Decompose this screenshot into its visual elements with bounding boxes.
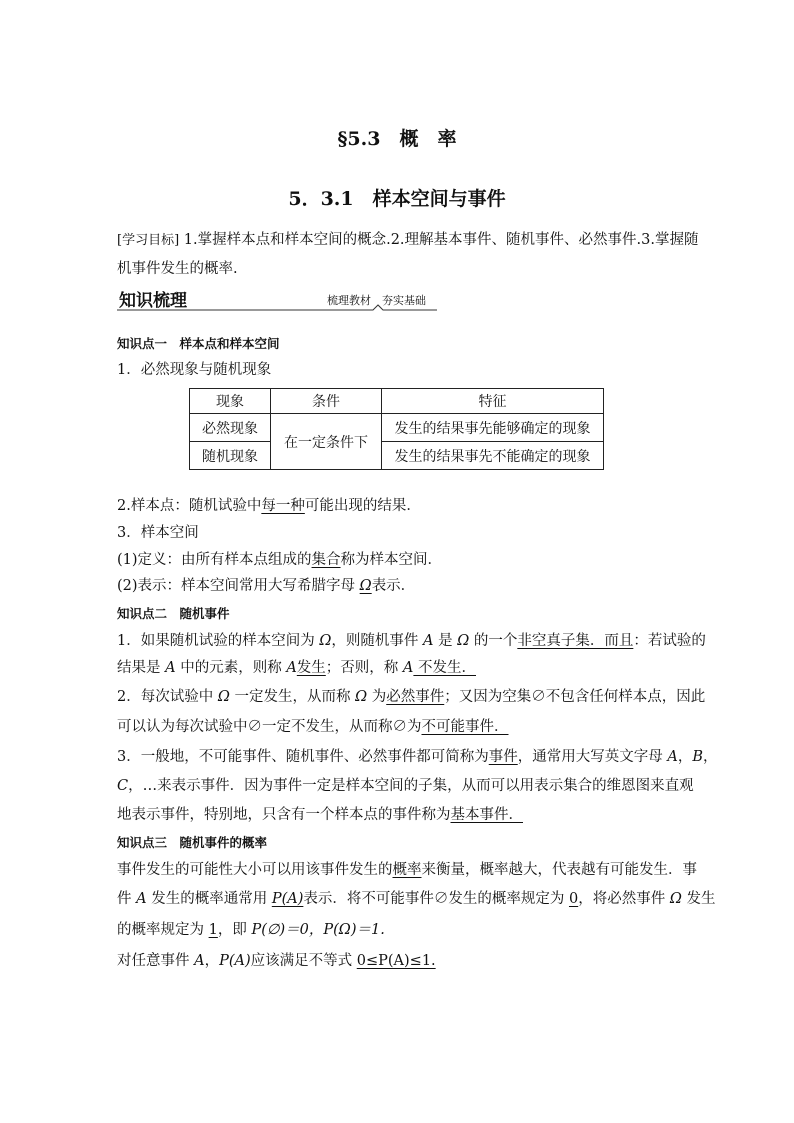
answer-blank: 1 [208, 922, 218, 938]
math-symbol: A [165, 660, 176, 676]
math-symbol: C [117, 778, 129, 794]
text-span: 对任意事件 [117, 953, 195, 969]
text-span: 结果是 [117, 660, 166, 676]
text-span: ， [677, 749, 693, 765]
text-span: 是 [433, 633, 458, 649]
table-header-feature: 特征 [382, 389, 604, 414]
text-span: 称为样本空间． [340, 552, 443, 568]
kp2-para-1-line-2 [117, 658, 677, 678]
text-span: ：若试验的 [633, 633, 706, 649]
kp2-para-2-line-1 [117, 687, 706, 707]
table-header-condition: 条件 [271, 389, 382, 414]
kp1-item-3: 3．样本空间 [117, 525, 199, 541]
subsection-title: 5．3.1 样本空间与事件 [288, 188, 506, 210]
math-symbol: P(A) [219, 953, 251, 969]
math-symbol: A [422, 633, 434, 649]
table-cell-condition: 在一定条件下 [271, 414, 382, 470]
text-span: 发生的概率通常用 [146, 891, 272, 907]
objectives-tag: [学习目标] [117, 233, 180, 248]
math-symbol: Ω [217, 689, 230, 705]
text-span: ；又因为空集∅不包含任何样本点，因此 [444, 689, 706, 705]
kp1-item-1: 1．必然现象与随机现象 [117, 362, 272, 378]
kp2-para-3-line-2 [117, 776, 694, 796]
text-span: (1)定义：由所有样本点组成的 [117, 552, 312, 568]
table-cell-phenomenon: 必然现象 [190, 414, 271, 442]
kp3-line-1 [117, 860, 697, 880]
text-span: 中的元素，则称 [175, 660, 287, 676]
text-span: 可能出现的结果． [304, 498, 421, 514]
banner-underline [117, 286, 437, 312]
math-expression: P(∅)＝0，P(Ω)＝1. [251, 922, 385, 938]
text-span: 2．每次试验中 [117, 689, 218, 705]
answer-blank: 基本事件． [450, 807, 523, 823]
text-span: 2.样本点：随机试验中 [117, 498, 262, 514]
text-span: 表示． [371, 578, 416, 594]
text-span: 地表示事件，特别地，只含有一个样本点的事件称为 [117, 807, 451, 823]
kp2-para-3-line-1 [117, 747, 718, 767]
text-span: 1．如果随机试验的样本空间为 [117, 633, 320, 649]
kp1-heading: 知识点一 样本点和样本空间 [117, 336, 280, 351]
math-symbol: Ω [355, 689, 368, 705]
text-span: 件 [117, 891, 137, 907]
answer-blank: 每一种 [261, 498, 305, 514]
kp3-line-2 [117, 889, 716, 909]
kp2-para-1-line-1 [117, 631, 706, 651]
kp1-item-2 [117, 496, 677, 516]
text-span: 表示．将不可能事件∅发生的概率规定为 [303, 891, 569, 907]
kp1-representation [117, 576, 677, 596]
text-span: 的概率规定为 [117, 922, 209, 938]
kp3-heading: 知识点三 随机事件的概率 [117, 835, 268, 850]
kp2-heading: 知识点二 随机事件 [117, 606, 230, 621]
text-span: ，即 [217, 922, 252, 938]
text-span: ，则随机事件 [331, 633, 423, 649]
text-span: 3．一般地，不可能事件、随机事件、必然事件都可简称为 [117, 749, 489, 765]
answer-blank: 发生 [296, 660, 326, 676]
knowledge-banner [117, 286, 437, 312]
math-symbol: A [194, 953, 205, 969]
text-span: (2)表示：样本空间常用大写希腊字母 [117, 578, 360, 594]
answer-blank: P(A) [271, 891, 304, 907]
text-span: 事件发生的可能性大小可以用该事件发生的 [117, 862, 393, 878]
math-symbol: Ω [319, 633, 332, 649]
kp3-line-4 [117, 951, 677, 971]
answer-blank: 0 [568, 891, 579, 907]
objectives-line-1 [117, 230, 699, 251]
table-cell-feature: 发生的结果事先能够确定的现象 [382, 414, 604, 442]
table-cell-phenomenon: 随机现象 [190, 442, 271, 470]
objectives-text-1: 1.掌握样本点和样本空间的概念.2.理解基本事件、随机事件、必然事件.3.掌握随 [183, 232, 699, 248]
text-span: 一定发生，从而称 [229, 689, 356, 705]
answer-blank: 不可能事件． [421, 719, 509, 735]
kp3-line-3 [117, 920, 677, 940]
math-symbol: A [286, 660, 297, 676]
text-span: 的一个 [469, 633, 518, 649]
text-span: ，…来表示事件．因为事件一定是样本空间的子集，从而可以用表示集合的维恩图来直观 [128, 778, 694, 794]
kp2-para-3-line-3 [117, 805, 677, 825]
kp2-para-2-line-2 [117, 717, 677, 737]
answer-blank: 不发生． [413, 660, 476, 676]
math-symbol: B [692, 749, 703, 765]
text-span: 为 [367, 689, 387, 705]
answer-blank: 集合 [311, 552, 341, 568]
text-span: 来衡量，概率越大，代表越有可能发生．事 [421, 862, 697, 878]
answer-blank: 事件 [488, 749, 518, 765]
banner-title: 知识梳理 [119, 291, 187, 311]
section-title: §5.3 概 率 [337, 128, 457, 150]
text-span: ，通常用大写英文字母 [517, 749, 668, 765]
table-header-phenomenon: 现象 [190, 389, 271, 414]
answer-blank: 非空真子集．而且 [517, 633, 634, 649]
math-symbol: A [667, 749, 678, 765]
text-span: 应该满足不等式 [250, 953, 357, 969]
answer-blank: 概率 [392, 862, 422, 878]
math-symbol: Ω [457, 633, 470, 649]
text-span: ， [702, 749, 718, 765]
kp1-definition [117, 550, 677, 570]
math-symbol: Ω [669, 891, 682, 907]
text-span: 可以认为每次试验中∅一定不发生，从而称∅为 [117, 719, 422, 735]
answer-blank: 必然事件 [386, 689, 445, 705]
text-span: ，将必然事件 [578, 891, 670, 907]
answer-blank: Ω [359, 578, 372, 594]
objectives-line-2: 机事件发生的概率. [117, 261, 238, 277]
text-span: 发生 [681, 891, 716, 907]
text-span: ；否则，称 [325, 660, 403, 676]
phenomena-table [189, 388, 604, 470]
table-cell-feature: 发生的结果事先不能确定的现象 [382, 442, 604, 470]
answer-blank: 0≤P(A)≤1. [356, 953, 436, 969]
math-symbol: A [136, 891, 147, 907]
banner-subtitle: 梳理教材 夯实基础 [327, 294, 426, 307]
text-span: ， [204, 953, 220, 969]
math-symbol: A [402, 660, 414, 676]
